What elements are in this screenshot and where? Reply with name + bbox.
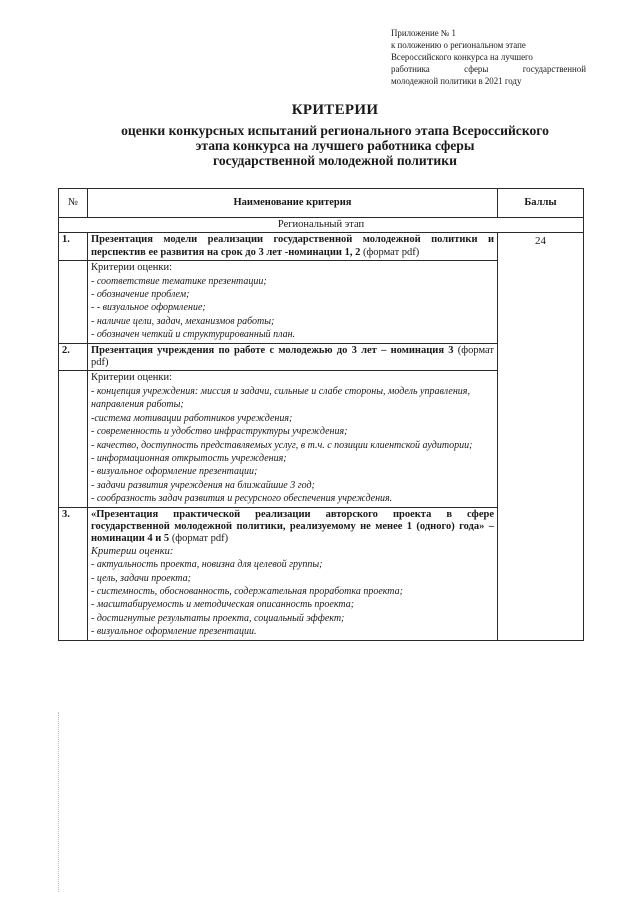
criterion-format: (формат pdf)	[360, 246, 420, 258]
criterion-format: (формат pdf)	[91, 344, 494, 369]
table-row	[59, 233, 584, 261]
header-score: Баллы	[498, 189, 584, 218]
appendix-line: Приложение № 1	[391, 28, 456, 38]
criterion-title	[88, 343, 498, 371]
criterion-title-bold: Презентация учреждения по работе с молодежью до 3 лет – номинация 3	[91, 344, 454, 356]
title-line: государственной молодежной политики	[213, 153, 457, 168]
title-line: оценки конкурсных испытаний регионального этапа Всероссийского	[121, 123, 549, 138]
list-item: - информационная открытость учреждения;	[91, 452, 287, 464]
list-item: - - визуальное оформление;	[91, 302, 206, 314]
list-item: - масштабируемость и методическая описанность проекта;	[91, 599, 355, 611]
list-item: - сообразность задач развития и ресурсного обеспечения учреждения.	[91, 493, 393, 505]
stage-row	[59, 218, 584, 233]
list-item: - соответствие тематике презентации;	[91, 275, 267, 287]
list-item: - визуальное оформление презентации.	[91, 626, 257, 638]
criterion-title-bold: Презентация модели реализации государственной молодежной политики и перспектив ее развития на срок до 3 лет -номинации 1, 2	[91, 234, 494, 258]
criteria-list	[88, 371, 498, 507]
title-line: этапа конкурса на лучшего работника сферы	[195, 138, 475, 153]
list-item: - концепция учреждения: миссия и задачи, сильные и слабе стороны, модель управления, направления работы;	[91, 385, 470, 411]
list-item: - системность, обоснованность, содержательная проработка проекта;	[91, 585, 403, 597]
list-item: - наличие цели, задач, механизмов работы;	[91, 315, 275, 327]
list-head: Критерии оценки:	[91, 262, 173, 274]
list-item: - современность и удобство инфраструктуры учреждения;	[91, 426, 348, 438]
list-item: -система мотивации работников учреждения;	[91, 412, 293, 424]
list-item: - обозначен четкий и структурированный план.	[91, 329, 296, 341]
score-cell: 24	[498, 233, 584, 640]
row-num: 2.	[59, 343, 88, 371]
appendix-line: Всероссийского конкурса на лучшего	[391, 52, 533, 62]
appendix-note	[391, 27, 586, 87]
list-head: Критерии оценки:	[91, 545, 174, 557]
appendix-line: молодежной политики в 2021 году	[391, 76, 522, 86]
header-name: Наименование критерия	[88, 189, 498, 218]
appendix-line: работника сферы государственной	[391, 64, 586, 74]
list-head: Критерии оценки:	[91, 372, 173, 384]
margin-dotted-line	[58, 712, 60, 892]
criterion-title	[88, 233, 498, 261]
criterion-format: (формат pdf)	[169, 533, 229, 545]
document-title	[70, 103, 600, 168]
criteria-table	[58, 188, 584, 641]
criterion-title	[91, 509, 494, 546]
row-num-empty	[59, 371, 88, 507]
header-num: №	[59, 189, 88, 218]
stage-label: Региональный этап	[59, 218, 584, 233]
appendix-line: к положению о региональном этапе	[391, 40, 526, 50]
row-num-empty	[59, 261, 88, 343]
list-item: - обозначение проблем;	[91, 289, 190, 301]
title-main: КРИТЕРИИ	[291, 102, 379, 118]
list-item: - визуальное оформление презентации;	[91, 466, 258, 478]
list-item: - актуальность проекта, новизна для целевой группы;	[91, 559, 323, 571]
criteria-list	[88, 507, 498, 640]
list-item: - качество, доступность представляемых услуг, в т.ч. с позиции клиентской аудитории;	[91, 439, 473, 451]
row-num: 1.	[59, 233, 88, 261]
row-num: 3.	[59, 507, 88, 640]
list-item: - задачи развития учреждения на ближайшие 3 год;	[91, 479, 315, 491]
criterion-title-bold: «Презентация практической реализации авторского проекта в сфере государственной молодежной политики, реализуемому не менее 1 (одного) года» – номинации 4 и 5	[91, 508, 494, 545]
criteria-list	[88, 261, 498, 343]
table-header-row	[59, 189, 584, 218]
list-item: - достигнутые результаты проекта, социальный эффект;	[91, 612, 345, 624]
list-item: - цель, задачи проекта;	[91, 572, 191, 584]
